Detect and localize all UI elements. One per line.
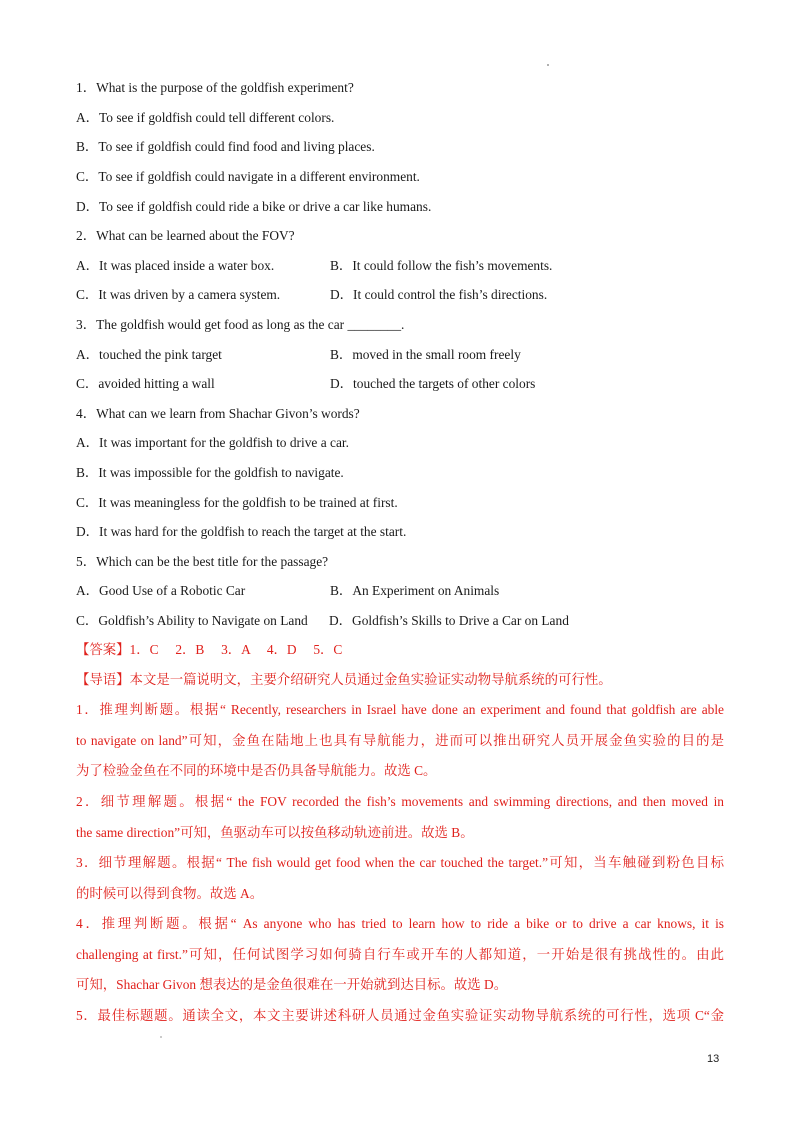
guide-summary: 【导语】本文是一篇说明文，主要介绍研究人员通过金鱼实验证实动物导航系统的可行性。 bbox=[76, 672, 612, 687]
question-4-option-d: D．It was hard for the goldfish to reach the target at the start. bbox=[76, 524, 407, 539]
question-2-option-b: B．It could follow the fish’s movements. bbox=[330, 258, 553, 273]
explanation-line-6: 3．细节理解题。根据“ The fish would get food when the car touched the target.”可知，当车触碰到粉色目标 bbox=[76, 855, 724, 870]
question-2-stem: 2．What can be learned about the FOV? bbox=[76, 228, 295, 243]
question-3-option-c: C．avoided hitting a wall bbox=[76, 376, 215, 391]
question-5-option-c: C．Goldfish’s Ability to Navigate on Land bbox=[76, 613, 308, 628]
scan-dot bbox=[547, 64, 549, 66]
question-1-option-c: C．To see if goldfish could navigate in a different environment. bbox=[76, 169, 420, 184]
question-1-option-d: D．To see if goldfish could ride a bike or drive a car like humans. bbox=[76, 199, 432, 214]
question-3-option-b: B．moved in the small room freely bbox=[330, 347, 521, 362]
question-1-option-b: B．To see if goldfish could find food and living places. bbox=[76, 139, 375, 154]
question-2-option-a: A．It was placed inside a water box. bbox=[76, 258, 275, 273]
explanation-line-11: 5．最佳标题题。通读全文，本文主要讲述科研人员通过金鱼实验证实动物导航系统的可行性，选项 C“金 bbox=[76, 1008, 724, 1023]
scan-dot-lower bbox=[160, 1036, 162, 1038]
explanation-line-8: 4．推理判断题。根据“ As anyone who has tried to learn how to ride a bike or to drive a car knows, it is bbox=[76, 916, 724, 931]
question-3-option-d: D．touched the targets of other colors bbox=[330, 376, 536, 391]
explanation-line-3: 为了检验金鱼在不同的环境中是否仍具备导航能力。故选 C。 bbox=[76, 763, 437, 778]
question-5-stem: 5．Which can be the best title for the passage? bbox=[76, 554, 329, 569]
explanation-line-1: 1．推理判断题。根据“ Recently, researchers in Israel have done an experiment and found that goldfish are able bbox=[76, 702, 724, 717]
question-4-stem: 4．What can we learn from Shachar Givon’s words? bbox=[76, 406, 360, 421]
question-3-stem: 3．The goldfish would get food as long as the car ________. bbox=[76, 317, 405, 332]
page-number: 13 bbox=[707, 1053, 720, 1065]
explanation-line-2: to navigate on land”可知，金鱼在陆地上也具有导航能力，进而可以推出研究人员开展金鱼实验的目的是 bbox=[76, 733, 724, 748]
question-1-option-a: A．To see if goldfish could tell different colors. bbox=[76, 110, 335, 125]
question-2-option-c: C．It was driven by a camera system. bbox=[76, 287, 281, 302]
question-1-stem: 1．What is the purpose of the goldfish experiment? bbox=[76, 80, 354, 95]
question-4-option-a: A．It was important for the goldfish to drive a car. bbox=[76, 435, 349, 450]
question-5-option-b: B．An Experiment on Animals bbox=[330, 583, 500, 598]
explanation-line-7: 的时候可以得到食物。故选 A。 bbox=[76, 886, 264, 901]
explanation-line-9: challenging at first.”可知，任何试图学习如何骑自行车或开车的人都知道，一开始是很有挑战性的。由此 bbox=[76, 947, 724, 962]
question-2-option-d: D．It could control the fish’s directions. bbox=[330, 287, 548, 302]
question-5-option-a: A．Good Use of a Robotic Car bbox=[76, 583, 246, 598]
explanation-line-4: 2．细节理解题。根据“ the FOV recorded the fish’s movements and swimming directions, and then moved in bbox=[76, 794, 724, 809]
question-3-option-a: A．touched the pink target bbox=[76, 347, 222, 362]
question-5-option-d: D．Goldfish’s Skills to Drive a Car on Land bbox=[329, 613, 569, 628]
question-4-option-b: B．It was impossible for the goldfish to navigate. bbox=[76, 465, 344, 480]
question-4-option-c: C．It was meaningless for the goldfish to be trained at first. bbox=[76, 495, 398, 510]
explanation-line-10: 可知，Shachar Givon 想表达的是金鱼很难在一开始就到达目标。故选 D。 bbox=[76, 977, 508, 992]
answer-key: 【答案】1．C 2．B 3．A 4．D 5．C bbox=[76, 642, 343, 657]
explanation-line-5: the same direction”可知，鱼驱动车可以按鱼移动轨迹前进。故选 B。 bbox=[76, 825, 474, 840]
